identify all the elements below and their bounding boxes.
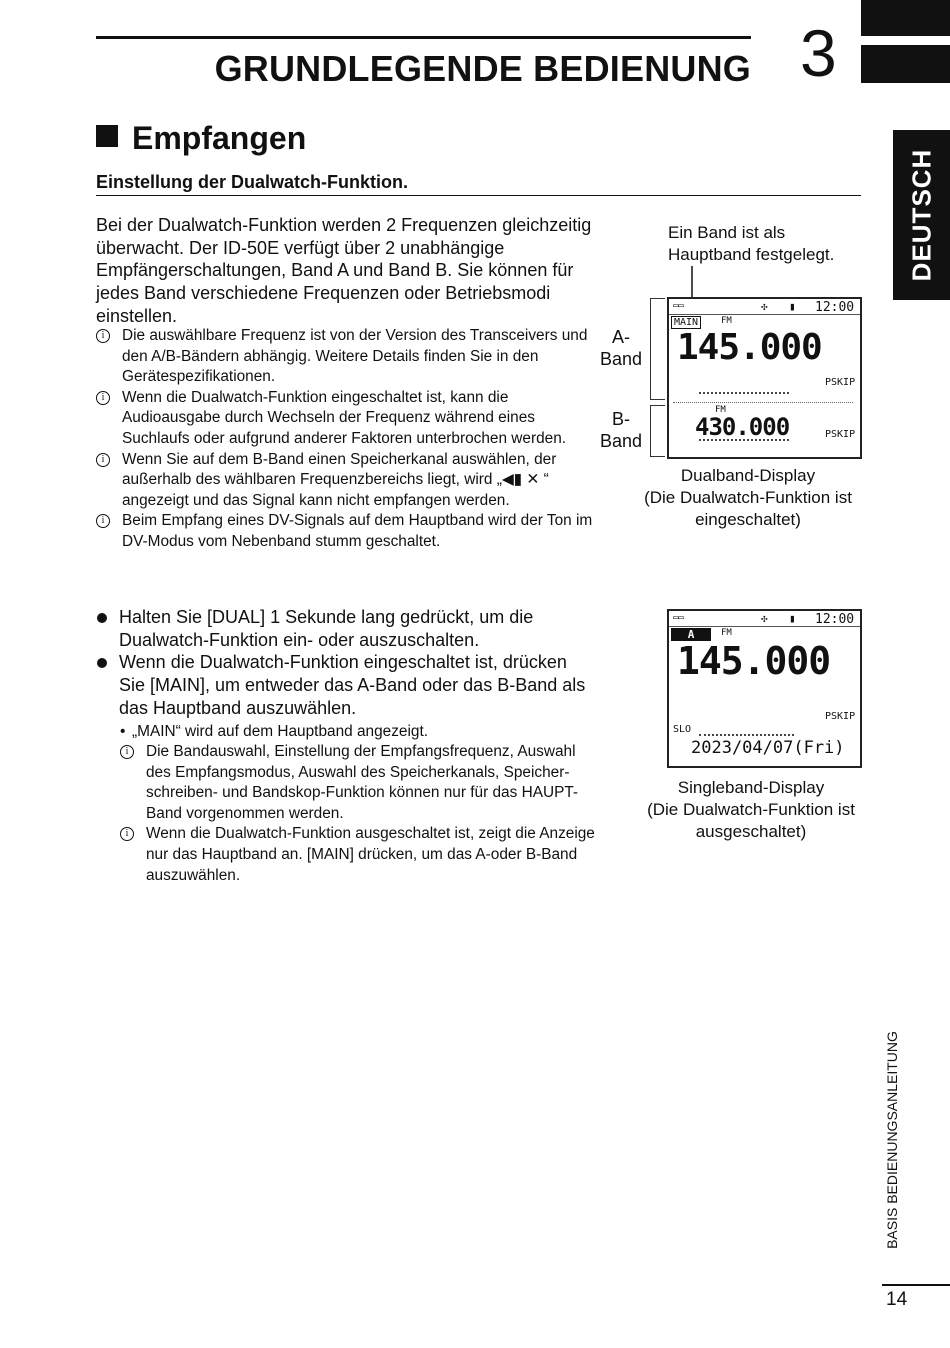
instruction-text: Halten Sie [DUAL] 1 Sekunde lang gedrückt, um die Dualwatch-Funktion ein- oder auszuschalten.	[119, 607, 534, 650]
notes-list	[96, 326, 596, 553]
note-text: Wenn die Dualwatch-Funktion ausgeschaltet ist, zeigt die Anzeige nur das Hauptband an. [MAIN] drücken, um das A-oder B-Band auszuwählen.	[146, 825, 595, 884]
figure1-caption	[632, 465, 864, 531]
intro-paragraph: Bei der Dualwatch-Funktion werden 2 Frequenzen gleichzeitig überwacht. Der ID-50E verfügt über 2 unabhängige Empfängerschaltungen, Band A und Band B. Sie können für jedes Band verschiedene Frequenzen oder Betriebsmodi einstellen.	[96, 215, 592, 326]
frequency: 145.000	[677, 639, 831, 683]
date-display: 2023/04/07(Fri)	[691, 738, 845, 758]
running-title	[878, 1015, 906, 1265]
figure1-caption-title: Dualband-Display	[680, 466, 816, 485]
gps-icon: ✣	[761, 612, 768, 625]
header-black-tab	[861, 0, 950, 36]
subsection-title: Einstellung der Dualwatch-Funktion.	[96, 172, 409, 192]
info-icon: i	[96, 391, 110, 405]
b-band-label: B-Band	[599, 409, 643, 451]
note-item	[96, 450, 596, 512]
gps-icon: ✣	[761, 300, 768, 313]
figure1-callout: Ein Band ist als Hauptband festgelegt.	[668, 223, 835, 264]
square-bullet-icon	[96, 125, 118, 147]
chapter-number: 3	[800, 16, 837, 90]
note-item	[120, 824, 596, 886]
status-bar-rule	[669, 626, 860, 627]
a-band-bracket	[650, 298, 665, 400]
frequency-b: 430.000	[695, 413, 790, 441]
skip-b: PSKIP	[825, 429, 856, 440]
note-item	[96, 326, 596, 388]
footer-rule	[882, 1284, 950, 1286]
skip-a: PSKIP	[825, 377, 856, 388]
s-meter-a	[699, 392, 789, 394]
instruction-list	[96, 606, 596, 886]
s-meter	[699, 724, 794, 736]
note-item	[96, 388, 596, 450]
instruction-item	[96, 651, 596, 719]
figure1-caption-sub: (Die Dualwatch-Funktion ist eingeschaltet)	[644, 488, 852, 529]
info-icon: i	[96, 453, 110, 467]
language-tab-label: DEUTSCH	[906, 148, 936, 282]
info-icon: i	[120, 827, 134, 841]
a-band-label: A-Band	[599, 327, 643, 369]
skip: PSKIP	[825, 711, 856, 722]
status-bar-rule	[669, 314, 860, 315]
info-icon: i	[96, 514, 110, 528]
signal-meter-icon: ▭▭	[673, 613, 684, 623]
header-rule	[96, 36, 751, 39]
mode-a: FM	[721, 316, 732, 326]
s-meter-label: SLO	[673, 724, 692, 735]
instruction-item	[96, 606, 596, 651]
frequency-a: 145.000	[677, 327, 822, 368]
note-item	[96, 511, 596, 552]
note-text: Beim Empfang eines DV-Signals auf dem Hauptband wird der Ton im DV-Modus vom Nebenband stumm geschaltet.	[122, 512, 593, 550]
clock-display: 12:00	[815, 300, 855, 315]
battery-icon: ▮	[789, 300, 796, 313]
battery-icon: ▮	[789, 612, 796, 625]
s-meter-b	[699, 439, 789, 441]
note-text: Wenn die Dualwatch-Funktion eingeschaltet ist, kann die Audioausgabe durch Wechseln der Frequenz während eines Suchlaufs oder aufgrund anderer Faktoren unterbrochen werden.	[122, 388, 567, 447]
mode: FM	[721, 628, 732, 638]
mode-b: FM	[715, 405, 726, 415]
subsection-rule	[96, 195, 861, 196]
note-text: Die auswählbare Frequenz ist von der Version des Transceivers und den A/B-Bändern abhängig. Weitere Details finden Sie in den Gerätespezifikationen.	[122, 327, 588, 386]
note-item	[120, 742, 596, 824]
instruction-subitems	[120, 722, 596, 887]
instruction-text: Wenn die Dualwatch-Funktion eingeschaltet ist, drücken Sie [MAIN], um entweder das A-Band oder das B-Band als das Hauptband auszuwählen.	[119, 652, 586, 718]
dualband-lcd	[667, 297, 862, 459]
section-title-text: Empfangen	[132, 120, 307, 156]
main-tag: MAIN	[671, 316, 701, 329]
info-icon: i	[96, 329, 110, 343]
figure2-caption	[632, 777, 870, 843]
signal-meter-icon: ▭▭	[673, 301, 684, 311]
note-text: Die Bandauswahl, Einstellung der Empfangsfrequenz, Auswahl des Empfangsmodus, Auswahl des Speicherkanals, Speicher-schreiben- und Bandskop-Funktion können nur für das HAUPT-Band vorgenommen werden.	[146, 743, 579, 822]
info-icon: i	[120, 745, 134, 759]
language-tab	[893, 130, 950, 300]
page-number: 14	[886, 1289, 908, 1310]
band-a-tag: A	[671, 628, 711, 641]
singleband-lcd	[667, 609, 862, 768]
bullet-dot-icon	[97, 613, 107, 623]
figure2-caption-sub: (Die Dualwatch-Funktion ist ausgeschaltet)	[647, 800, 855, 841]
running-title-text: BASIS BEDIENUNGSANLEITUNG	[884, 1031, 900, 1249]
chapter-title: GRUNDLEGENDE BEDIENUNG	[214, 48, 751, 89]
band-divider	[673, 402, 853, 403]
section-title	[96, 120, 306, 157]
bullet-dot-icon	[97, 658, 107, 668]
header-black-tab	[861, 45, 950, 83]
clock-display: 12:00	[815, 612, 855, 627]
sub-bullet: • „MAIN“ wird auf dem Hauptband angezeigt.	[120, 722, 596, 743]
figure2-caption-title: Singleband-Display	[677, 778, 825, 797]
b-band-bracket	[650, 405, 665, 457]
note-text: Wenn Sie auf dem B-Band einen Speicherkanal auswählen, der außerhalb des wählbaren Frequenzbereichs liegt, wird „◀▮ ✕ “ angezeigt und das Signal kann nicht empfangen werden.	[122, 450, 557, 509]
